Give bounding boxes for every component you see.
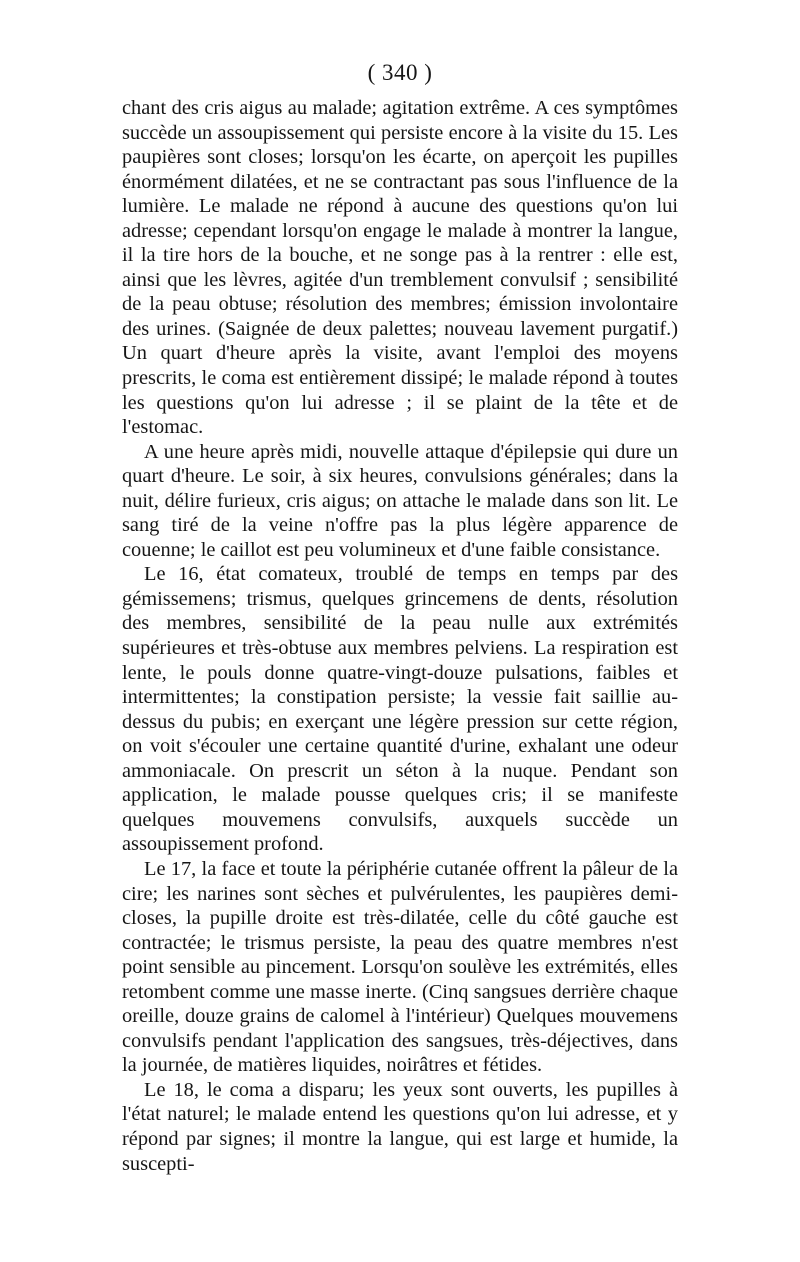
- page-number: ( 340 ): [367, 60, 433, 85]
- paragraph-day-16: Le 16, état comateux, troublé de temps en temps par des gémissemens; trismus, quelques grincemens de dents, résolution des membres, sensibilité de la peau nulle aux extrémités supérieures et très-obtuse aux membres pelviens. La respiration est lente, le pouls donne quatre-vingt-douze pulsations, faibles et intermittentes; la constipation persiste; la vessie fait saillie au-dessus du pubis; en exerçant une légère pression sur cette région, on voit s'écouler une certaine quantité d'urine, exhalant une odeur ammoniacale. On prescrit un séton à la nuque. Pendant son application, le malade pousse quelques cris; il se manifeste quelques mouvemens convulsifs, auxquels succède un assoupissement profond.: [122, 563, 678, 856]
- paragraph-day-18: Le 18, le coma a disparu; les yeux sont ouverts, les pupilles à l'état naturel; le malade entend les questions qu'on lui adresse, et y répond par signes; il montre la langue, qui est large et humide, la suscepti-: [122, 1078, 678, 1175]
- book-page: [122, 58, 678, 1176]
- paragraph-day-17: Le 17, la face et toute la périphérie cutanée offrent la pâleur de la cire; les narines sont sèches et pulvérulentes, les paupières demi-closes, la pupille droite est très-dilatée, celle du côté gauche est contractée; le trismus persiste, la peau des quatre membres n'est point sensible au pincement. Lorsqu'on soulève les extrémités, elles retombent comme une masse inerte. (Cinq sangsues derrière chaque oreille, douze grains de calomel à l'intérieur) Quelques mouvemens convulsifs pendant l'application des sangsues, très-déjectives, dans la journée, de matières liquides, noirâtres et fétides.: [122, 857, 678, 1077]
- body-text: [122, 96, 678, 1176]
- paragraph-continued: chant des cris aigus au malade; agitation extrême. A ces symptômes succède un assoupissement qui persiste encore à la visite du 15. Les paupières sont closes; lorsqu'on les écarte, on aperçoit les pupilles énormément dilatées, et ne se contractant pas sous l'influence de la lumière. Le malade ne répond à aucune des questions qu'on lui adresse; cependant lorsqu'on engage le malade à montrer la langue, il la tire hors de la bouche, et ne songe pas à la rentrer : elle est, ainsi que les lèvres, agitée d'un tremblement convulsif ; sensibilité de la peau obtuse; résolution des membres; émission involontaire des urines. (Saignée de deux palettes; nouveau lavement purgatif.) Un quart d'heure après la visite, avant l'emploi des moyens prescrits, le coma est entièrement dissipé; le malade répond à toutes les questions qu'on lui adresse ; il se plaint de la tête et de l'estomac.: [122, 97, 678, 439]
- paragraph-afternoon-attack: A une heure après midi, nouvelle attaque d'épilepsie qui dure un quart d'heure. Le soir, à six heures, convulsions générales; dans la nuit, délire furieux, cris aigus; on attache le malade dans son lit. Le sang tiré de la veine n'offre pas la plus légère apparence de couenne; le caillot est peu volumineux et d'une faible consistance.: [122, 440, 678, 561]
